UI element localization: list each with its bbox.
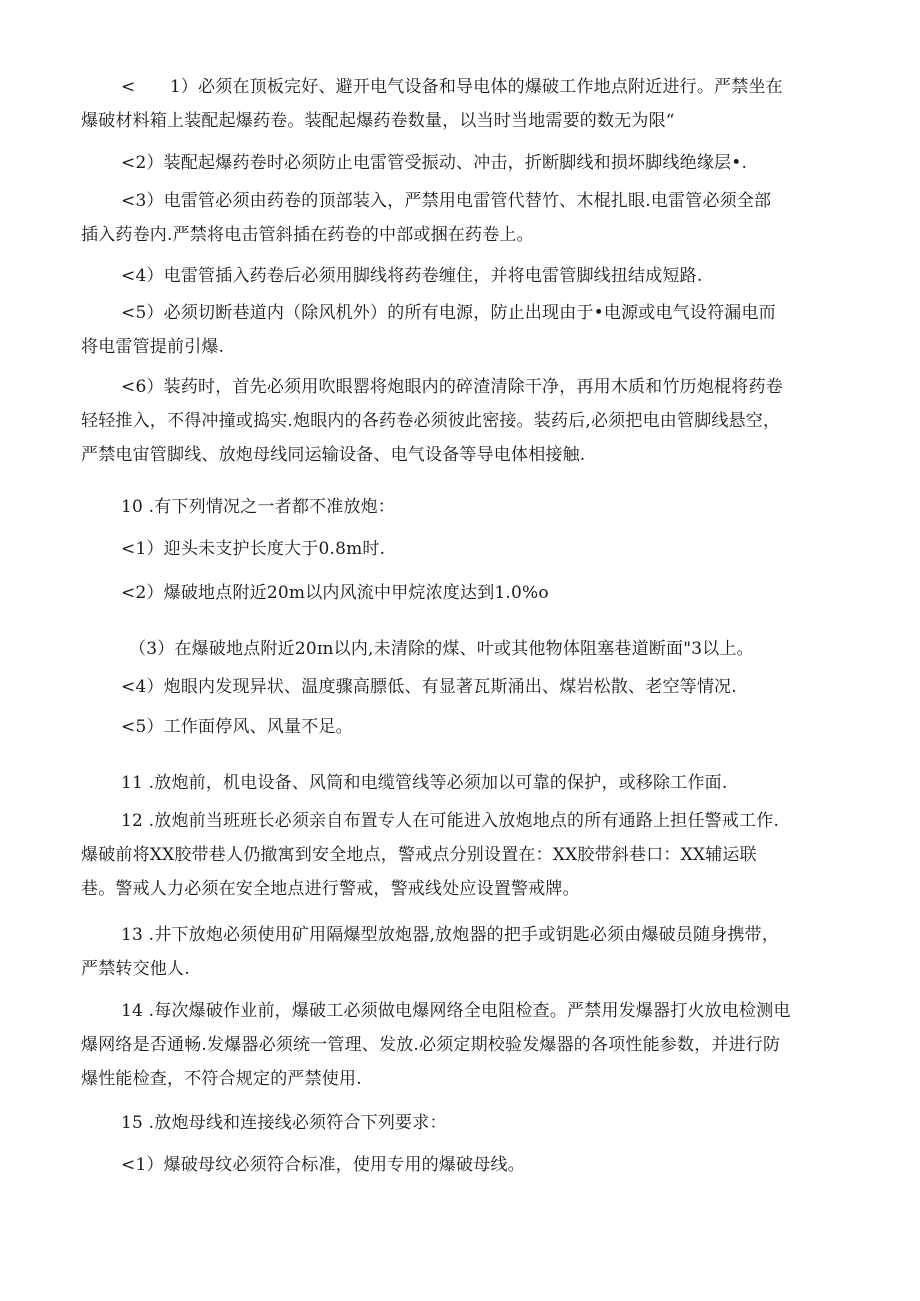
paragraph-line: 14 .每次爆破作业前，爆破工必须做电爆网络全电阻检查。严禁用发爆器打火放电检测电: [121, 1001, 791, 1021]
paragraph-line: <5）必须切断巷道内（除风机外）的所有电源，防止出现由于•电源或电气设符漏电而: [121, 303, 776, 323]
paragraph-line: （3）在爆破地点附近20ɪn以内,未清除的煤、叶或其他物体阻塞巷道断面"3以上。: [129, 639, 754, 659]
paragraph-line: <2）装配起爆药卷时必须防止电雷管受振动、冲击，折断脚线和损坏脚线绝缘层•.: [121, 153, 748, 173]
paragraph-item-1-location: [81, 70, 849, 138]
section-13: [81, 918, 849, 986]
paragraph-line: 插入药卷内.严禁将电击管斜插在药卷的中部或捆在药卷上。: [81, 225, 534, 245]
paragraph-line: 严禁转交他人.: [81, 959, 190, 979]
paragraph-line: 爆网络是否通畅.发爆器必须统一管理、发放.必须定期校验发爆器的各项性能参数，并进行防: [81, 1035, 781, 1055]
paragraph-line: < 1）必须在顶板完好、避开电气设备和导电体的爆破工作地点附近进行。严禁坐在: [121, 77, 783, 97]
section-10-item-5: [81, 710, 849, 744]
paragraph-line: 11 .放炮前，机电设备、风筒和电缆管线等必须加以可靠的保护，或移除工作面.: [121, 773, 728, 793]
paragraph-line: 13 .井下放炮必须使用矿用隔爆型放炮器,放炮器的把手或钥匙必须由爆破员随身携带，: [121, 925, 780, 945]
section-10-item-1: [81, 532, 849, 566]
paragraph-line: <4）电雷管插入药卷后必须用脚线将药卷缠住，并将电雷管脚线扭结成短路.: [121, 266, 703, 286]
section-15: [81, 1106, 849, 1140]
paragraph-item-5-power: [81, 296, 849, 364]
paragraph-item-2-handling: [81, 146, 849, 180]
paragraph-line: 爆破材料箱上装配起爆药卷。装配起爆药卷数量，以当时当地需要的数无为限“: [81, 111, 675, 131]
paragraph-line: <1）爆破母纹必须符合标准，使用专用的爆破母线。: [121, 1155, 525, 1175]
paragraph-line: 轻轻推入，不得冲撞或捣实.炮眼内的各药卷必须彼此密接。装药后,必须把电由管脚线悬空，: [81, 411, 781, 431]
paragraph-line: 12 .放炮前当班班长必须亲自布置专人在可能进入放炮地点的所有通路上担任警戒工作.: [121, 811, 780, 831]
paragraph-line: 爆性能检查，不符合规定的严禁使用.: [81, 1069, 362, 1089]
paragraph-line: 将电雷管提前引爆.: [81, 337, 225, 357]
section-10-heading: [81, 490, 849, 524]
paragraph-line: 严禁电宙管脚线、放炮母线同运输设备、电气设备等导电体相接触.: [81, 445, 586, 465]
section-12: [81, 804, 849, 906]
paragraph-item-4-wrapping: [81, 259, 849, 293]
paragraph-item-3-insertion: [81, 184, 849, 252]
section-11: [81, 766, 849, 800]
paragraph-line: <4）炮眼内发现异状、温度骤高膘低、有显著瓦斯涌出、煤岩松散、老空等情况.: [121, 677, 737, 697]
paragraph-line: <2）爆破地点附近20m以内风流中甲烷浓度达到1.0%o: [121, 583, 549, 603]
paragraph-line: <6）装药时，首先必须用吹眼罂将炮眼内的碎渣清除干净，再用木质和竹历炮棍将药卷: [121, 377, 783, 397]
paragraph-item-6-loading: [81, 370, 849, 472]
paragraph-line: <3）电雷管必须由药卷的顶部装入，严禁用电雷管代替竹、木棍扎眼.电雷管必须全部: [121, 191, 772, 211]
section-14: [81, 994, 849, 1096]
section-15-item-1: [81, 1148, 849, 1182]
paragraph-line: <5）工作面停风、风量不足。: [121, 717, 353, 737]
section-10-item-2: [81, 576, 849, 610]
paragraph-line: 巷。警戒人力必须在安全地点进行警戒，警戒线处应设置警戒牌。: [81, 879, 580, 899]
paragraph-line: 15 .放炮母线和连接线必须符合下列要求：: [121, 1113, 447, 1133]
section-10-item-4: [81, 670, 849, 704]
section-10-item-3: [81, 632, 849, 666]
paragraph-line: 爆破前将XX胶带巷人仍撤寓到安全地点，警戒点分别设置在：XX胶带斜巷口：XX辅运联: [81, 845, 757, 865]
paragraph-line: <1）迎头未支护长度大于0.8m时.: [121, 539, 386, 559]
paragraph-line: 10 .有下列情况之一者都不准放炮：: [121, 497, 396, 517]
